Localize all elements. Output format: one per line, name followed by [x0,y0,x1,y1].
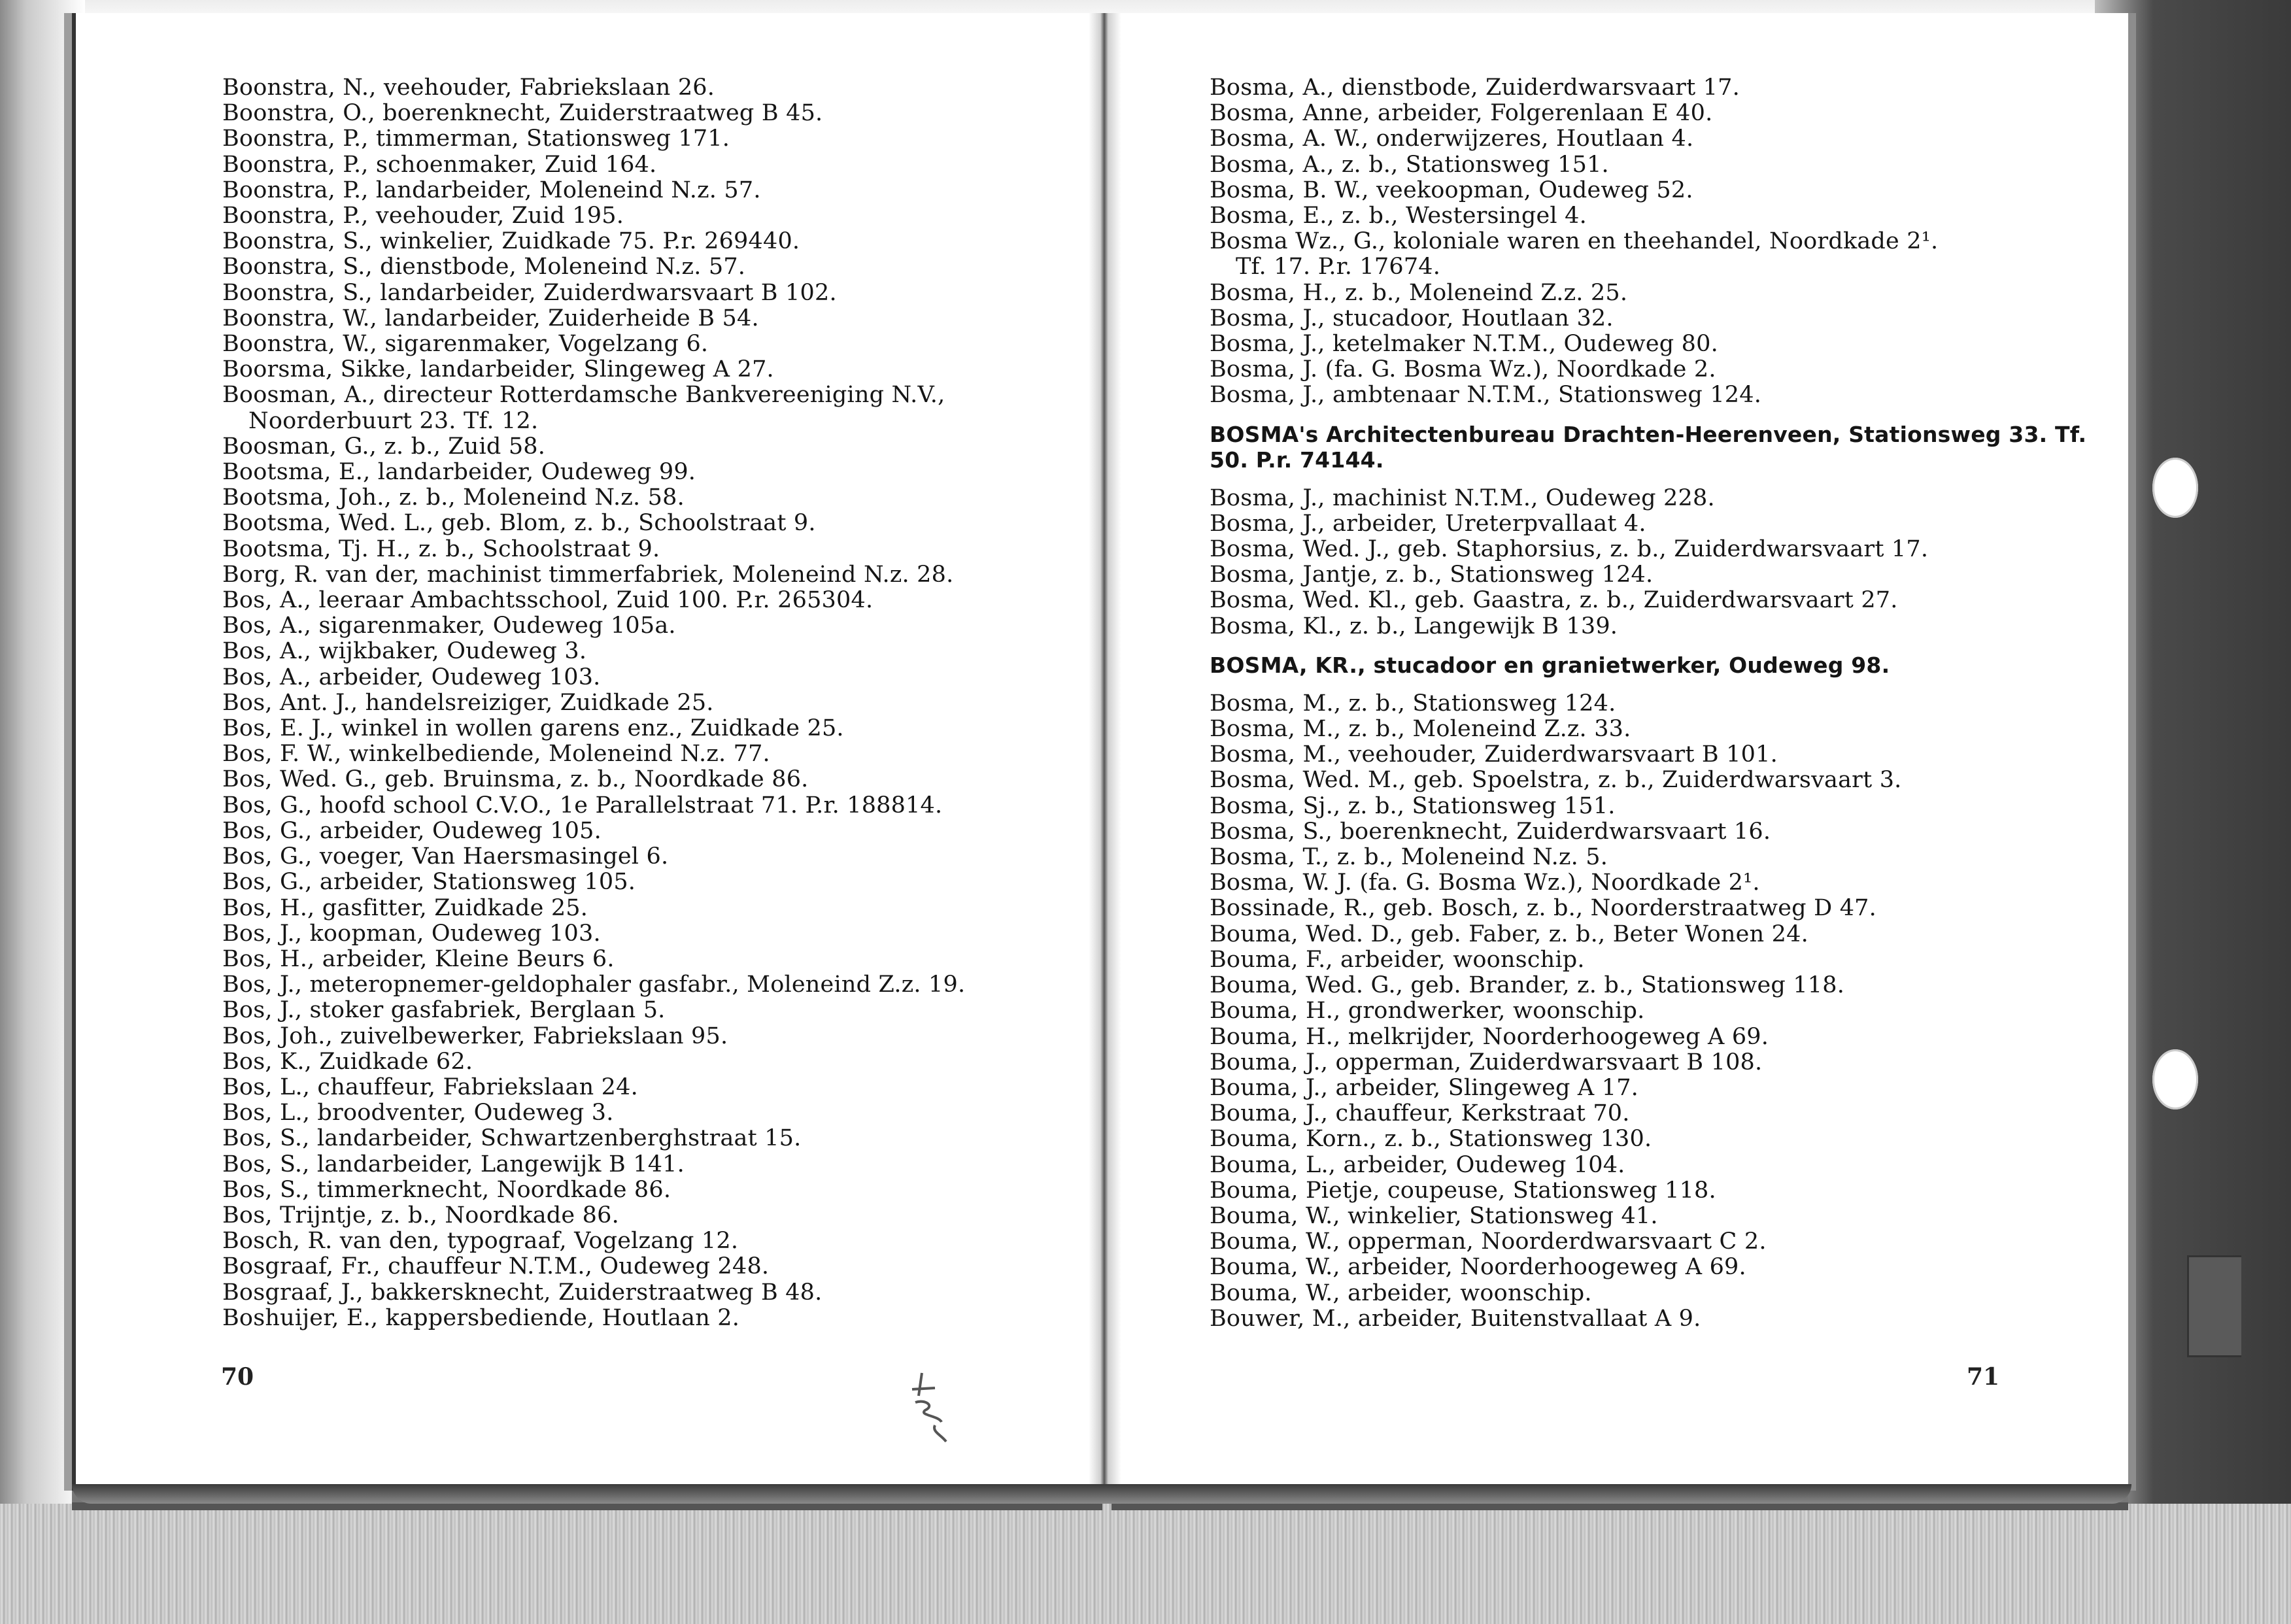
list-item: Bos, J., koopman, Oudeweg 103. [222,920,601,947]
list-item: Bosgraaf, J., bakkersknecht, Zuiderstraatweg B 48. [222,1279,823,1306]
list-item: Boonstra, W., sigarenmaker, Vogelzang 6. [222,331,709,358]
list-item: Bootsma, Joh., z. b., Moleneind N.z. 58. [222,484,685,511]
list-item: Boonstra, S., dienstbode, Moleneind N.z. 57. [222,254,746,280]
binder-tab [2187,1255,2241,1357]
punch-hole-bottom [2152,1049,2198,1109]
list-item: Bosma, M., z. b., Moleneind Z.z. 33. [1210,716,1631,743]
list-item: Bos, G., hoofd school C.V.O., 1e Parallelstraat 71. P.r. 188814. [222,792,943,819]
list-item: Bos, S., landarbeider, Schwartzenberghstraat 15. [222,1125,802,1152]
list-item: Bos, H., arbeider, Kleine Beurs 6. [222,945,615,972]
list-item: Boonstra, P., timmerman, Stationsweg 171. [222,126,730,152]
list-item: Bossinade, R., geb. Bosch, z. b., Noorderstraatweg D 47. [1210,895,1876,922]
list-item: Bosma, M., z. b., Stationsweg 124. [1210,690,1616,717]
list-item: Bosma, Wed. Kl., geb. Gaastra, z. b., Zuiderdwarsvaart 27. [1210,587,1898,614]
list-item: Boonstra, S., winkelier, Zuidkade 75. P.r. 269440. [222,228,800,255]
advertisement-stucadoor: BOSMA, KR., stucadoor en granietwerker, Oudeweg 98. [1210,652,1890,678]
list-item: Bosma, W. J. (fa. G. Bosma Wz.), Noordkade 2¹. [1210,870,1760,896]
list-item: Boonstra, O., boerenknecht, Zuiderstraatweg B 45. [222,100,823,127]
list-item: Bos, L., broodventer, Oudeweg 3. [222,1100,614,1126]
list-item: Boonstra, W., landarbeider, Zuiderheide B 54. [222,305,759,331]
list-item: Bos, A., sigarenmaker, Oudeweg 105a. [222,613,676,639]
list-item: Bosma, Jantje, z. b., Stationsweg 124. [1210,562,1654,588]
list-item: Bos, G., voeger, Van Haersmasingel 6. [222,843,669,870]
list-item: Bouma, L., arbeider, Oudeweg 104. [1210,1151,1625,1178]
list-item: Bosma, M., veehouder, Zuiderdwarsvaart B 101. [1210,741,1778,768]
list-item: Bosma, Wed. J., geb. Staphorsius, z. b., Zuiderdwarsvaart 17. [1210,536,1929,563]
list-item: Bosma, A. W., onderwijzeres, Houtlaan 4. [1210,126,1694,152]
list-item: Bouma, Korn., z. b., Stationsweg 130. [1210,1126,1652,1153]
list-item: Bouma, J., chauffeur, Kerkstraat 70. [1210,1100,1630,1127]
list-item: Bouma, J., arbeider, Slingeweg A 17. [1210,1074,1638,1101]
list-item: Bouma, W., opperman, Noorderdwarsvaart C 2. [1210,1228,1767,1255]
list-item: Bosma, Anne, arbeider, Folgerenlaan E 40. [1210,100,1713,127]
list-item: Boosman, G., z. b., Zuid 58. [222,433,546,460]
list-item: Bos, G., arbeider, Oudeweg 105. [222,817,602,844]
page-number-right: 71 [1967,1363,2000,1391]
list-item: Bouma, H., melkrijder, Noorderhoogeweg A 69. [1210,1023,1769,1050]
left-column [222,75,1125,1331]
list-item-continuation: Tf. 17. P.r. 17674. [1236,254,1441,280]
list-item: Bos, G., arbeider, Stationsweg 105. [222,869,636,896]
list-item: Bos, J., stoker gasfabriek, Berglaan 5. [222,997,666,1024]
list-item: Bos, S., landarbeider, Langewijk B 141. [222,1151,685,1177]
list-item: Bouma, W., arbeider, Noorderhoogeweg A 69. [1210,1254,1746,1281]
list-item: Bosma, Kl., z. b., Langewijk B 139. [1210,613,1618,639]
list-item-continuation: Noorderbuurt 23. Tf. 12. [248,407,539,434]
list-item: Bosch, R. van den, typograaf, Vogelzang 12. [222,1228,739,1255]
list-item: Boosman, A., directeur Rotterdamsche Bankvereeniging N.V., [222,382,945,409]
list-item: Boonstra, N., veehouder, Fabriekslaan 26. [222,75,715,101]
list-item: Boshuijer, E., kappersbediende, Houtlaan 2. [222,1304,740,1331]
list-item: Boonstra, S., landarbeider, Zuiderdwarsvaart B 102. [222,279,837,306]
list-item: Bos, H., gasfitter, Zuidkade 25. [222,894,588,921]
list-item: Bosma, J. (fa. G. Bosma Wz.), Noordkade 2. [1210,356,1716,383]
list-item: Bosma, J., ambtenaar N.T.M., Stationsweg 124. [1210,382,1762,409]
list-item: Bos, A., leeraar Ambachtsschool, Zuid 100. P.r. 265304. [222,587,874,614]
punch-hole-top [2152,458,2198,518]
list-item: Bouma, F., arbeider, woonschip. [1210,946,1585,973]
list-item: Bouma, W., winkelier, Stationsweg 41. [1210,1202,1658,1229]
list-item: Bosma, J., ketelmaker N.T.M., Oudeweg 80. [1210,331,1718,358]
list-item: Bouma, W., arbeider, woonschip. [1210,1279,1592,1306]
list-item: Borg, R. van der, machinist timmerfabriek, Moleneind N.z. 28. [222,561,954,588]
list-item: Bootsma, Wed. L., geb. Blom, z. b., Schoolstraat 9. [222,510,816,537]
list-item: Boonstra, P., schoenmaker, Zuid 164. [222,151,657,178]
list-item: Bouma, H., grondwerker, woonschip. [1210,998,1645,1024]
advertisement-architect: BOSMA's Architectenbureau Drachten-Heerenveen, Stationsweg 33. Tf. 50. P.r. 74144. [1210,421,2087,473]
list-item: Bosma, J., arbeider, Ureterpvallaat 4. [1210,510,1646,537]
list-item: Bouma, Pietje, coupeuse, Stationsweg 118. [1210,1177,1716,1204]
list-item: Bouma, J., opperman, Zuiderdwarsvaart B 108. [1210,1049,1763,1075]
list-item: Bos, Ant. J., handelsreiziger, Zuidkade 25. [222,689,714,716]
page-number-left: 70 [221,1363,254,1391]
list-item: Bosma, J., stucadoor, Houtlaan 32. [1210,305,1614,331]
list-item: Bosma, S., boerenknecht, Zuiderdwarsvaart 16. [1210,818,1771,845]
list-item: Bosma, B. W., veekoopman, Oudeweg 52. [1210,177,1693,203]
list-item: Bosma, H., z. b., Moleneind Z.z. 25. [1210,279,1628,306]
list-item: Bos, A., arbeider, Oudeweg 103. [222,664,601,690]
list-item: Bos, L., chauffeur, Fabriekslaan 24. [222,1074,638,1100]
list-item: Bos, K., Zuidkade 62. [222,1048,473,1075]
book-bottom-edge [72,1484,2131,1504]
list-item: Bosma, T., z. b., Moleneind N.z. 5. [1210,844,1608,871]
list-item: Bos, Wed. G., geb. Bruinsma, z. b., Noordkade 86. [222,766,809,793]
list-item: Bouwer, M., arbeider, Buitenstvallaat A 9. [1210,1305,1701,1332]
list-item: Boonstra, P., veehouder, Zuid 195. [222,203,624,229]
list-item: Bouma, Wed. G., geb. Brander, z. b., Stationsweg 118. [1210,972,1845,999]
list-item: Bosma, J., machinist N.T.M., Oudeweg 228. [1210,484,1715,511]
list-item: Bosma, E., z. b., Westersingel 4. [1210,203,1587,229]
list-item: Bouma, Wed. D., geb. Faber, z. b., Beter Wonen 24. [1210,921,1808,947]
scanner-backdrop-bottom [0,1504,2291,1624]
list-item: Bos, Trijntje, z. b., Noordkade 86. [222,1202,619,1228]
list-item: Bos, J., meteropnemer-geldophaler gasfabr., Moleneind Z.z. 19. [222,972,966,998]
list-item: Bootsma, E., landarbeider, Oudeweg 99. [222,459,696,486]
list-item: Bos, A., wijkbaker, Oudeweg 3. [222,638,587,665]
list-item: Bosgraaf, Fr., chauffeur N.T.M., Oudeweg 248. [222,1253,770,1280]
list-item: Bos, E. J., winkel in wollen garens enz., Zuidkade 25. [222,715,844,742]
list-item: Bos, S., timmerknecht, Noordkade 86. [222,1176,671,1203]
list-item: Bosma, Sj., z. b., Stationsweg 151. [1210,792,1616,819]
list-item: Bos, F. W., winkelbediende, Moleneind N.z. 77. [222,741,770,768]
list-item: Boorsma, Sikke, landarbeider, Slingeweg A 27. [222,356,774,383]
list-item: Bosma, A., dienstbode, Zuiderdwarsvaart 17. [1210,75,1740,101]
list-item: Bos, Joh., zuivelbewerker, Fabriekslaan 95. [222,1023,728,1049]
list-item: Bootsma, Tj. H., z. b., Schoolstraat 9. [222,535,660,562]
right-column [1210,75,2112,1332]
list-item: Boonstra, P., landarbeider, Moleneind N.z. 57. [222,177,761,203]
list-item: Bosma, A., z. b., Stationsweg 151. [1210,151,1609,178]
list-item: Bosma, Wed. M., geb. Spoelstra, z. b., Zuiderdwarsvaart 3. [1210,767,1902,794]
list-item: Bosma Wz., G., koloniale waren en theehandel, Noordkade 2¹. [1210,228,1939,255]
pencil-scribble-icon [899,1370,958,1448]
